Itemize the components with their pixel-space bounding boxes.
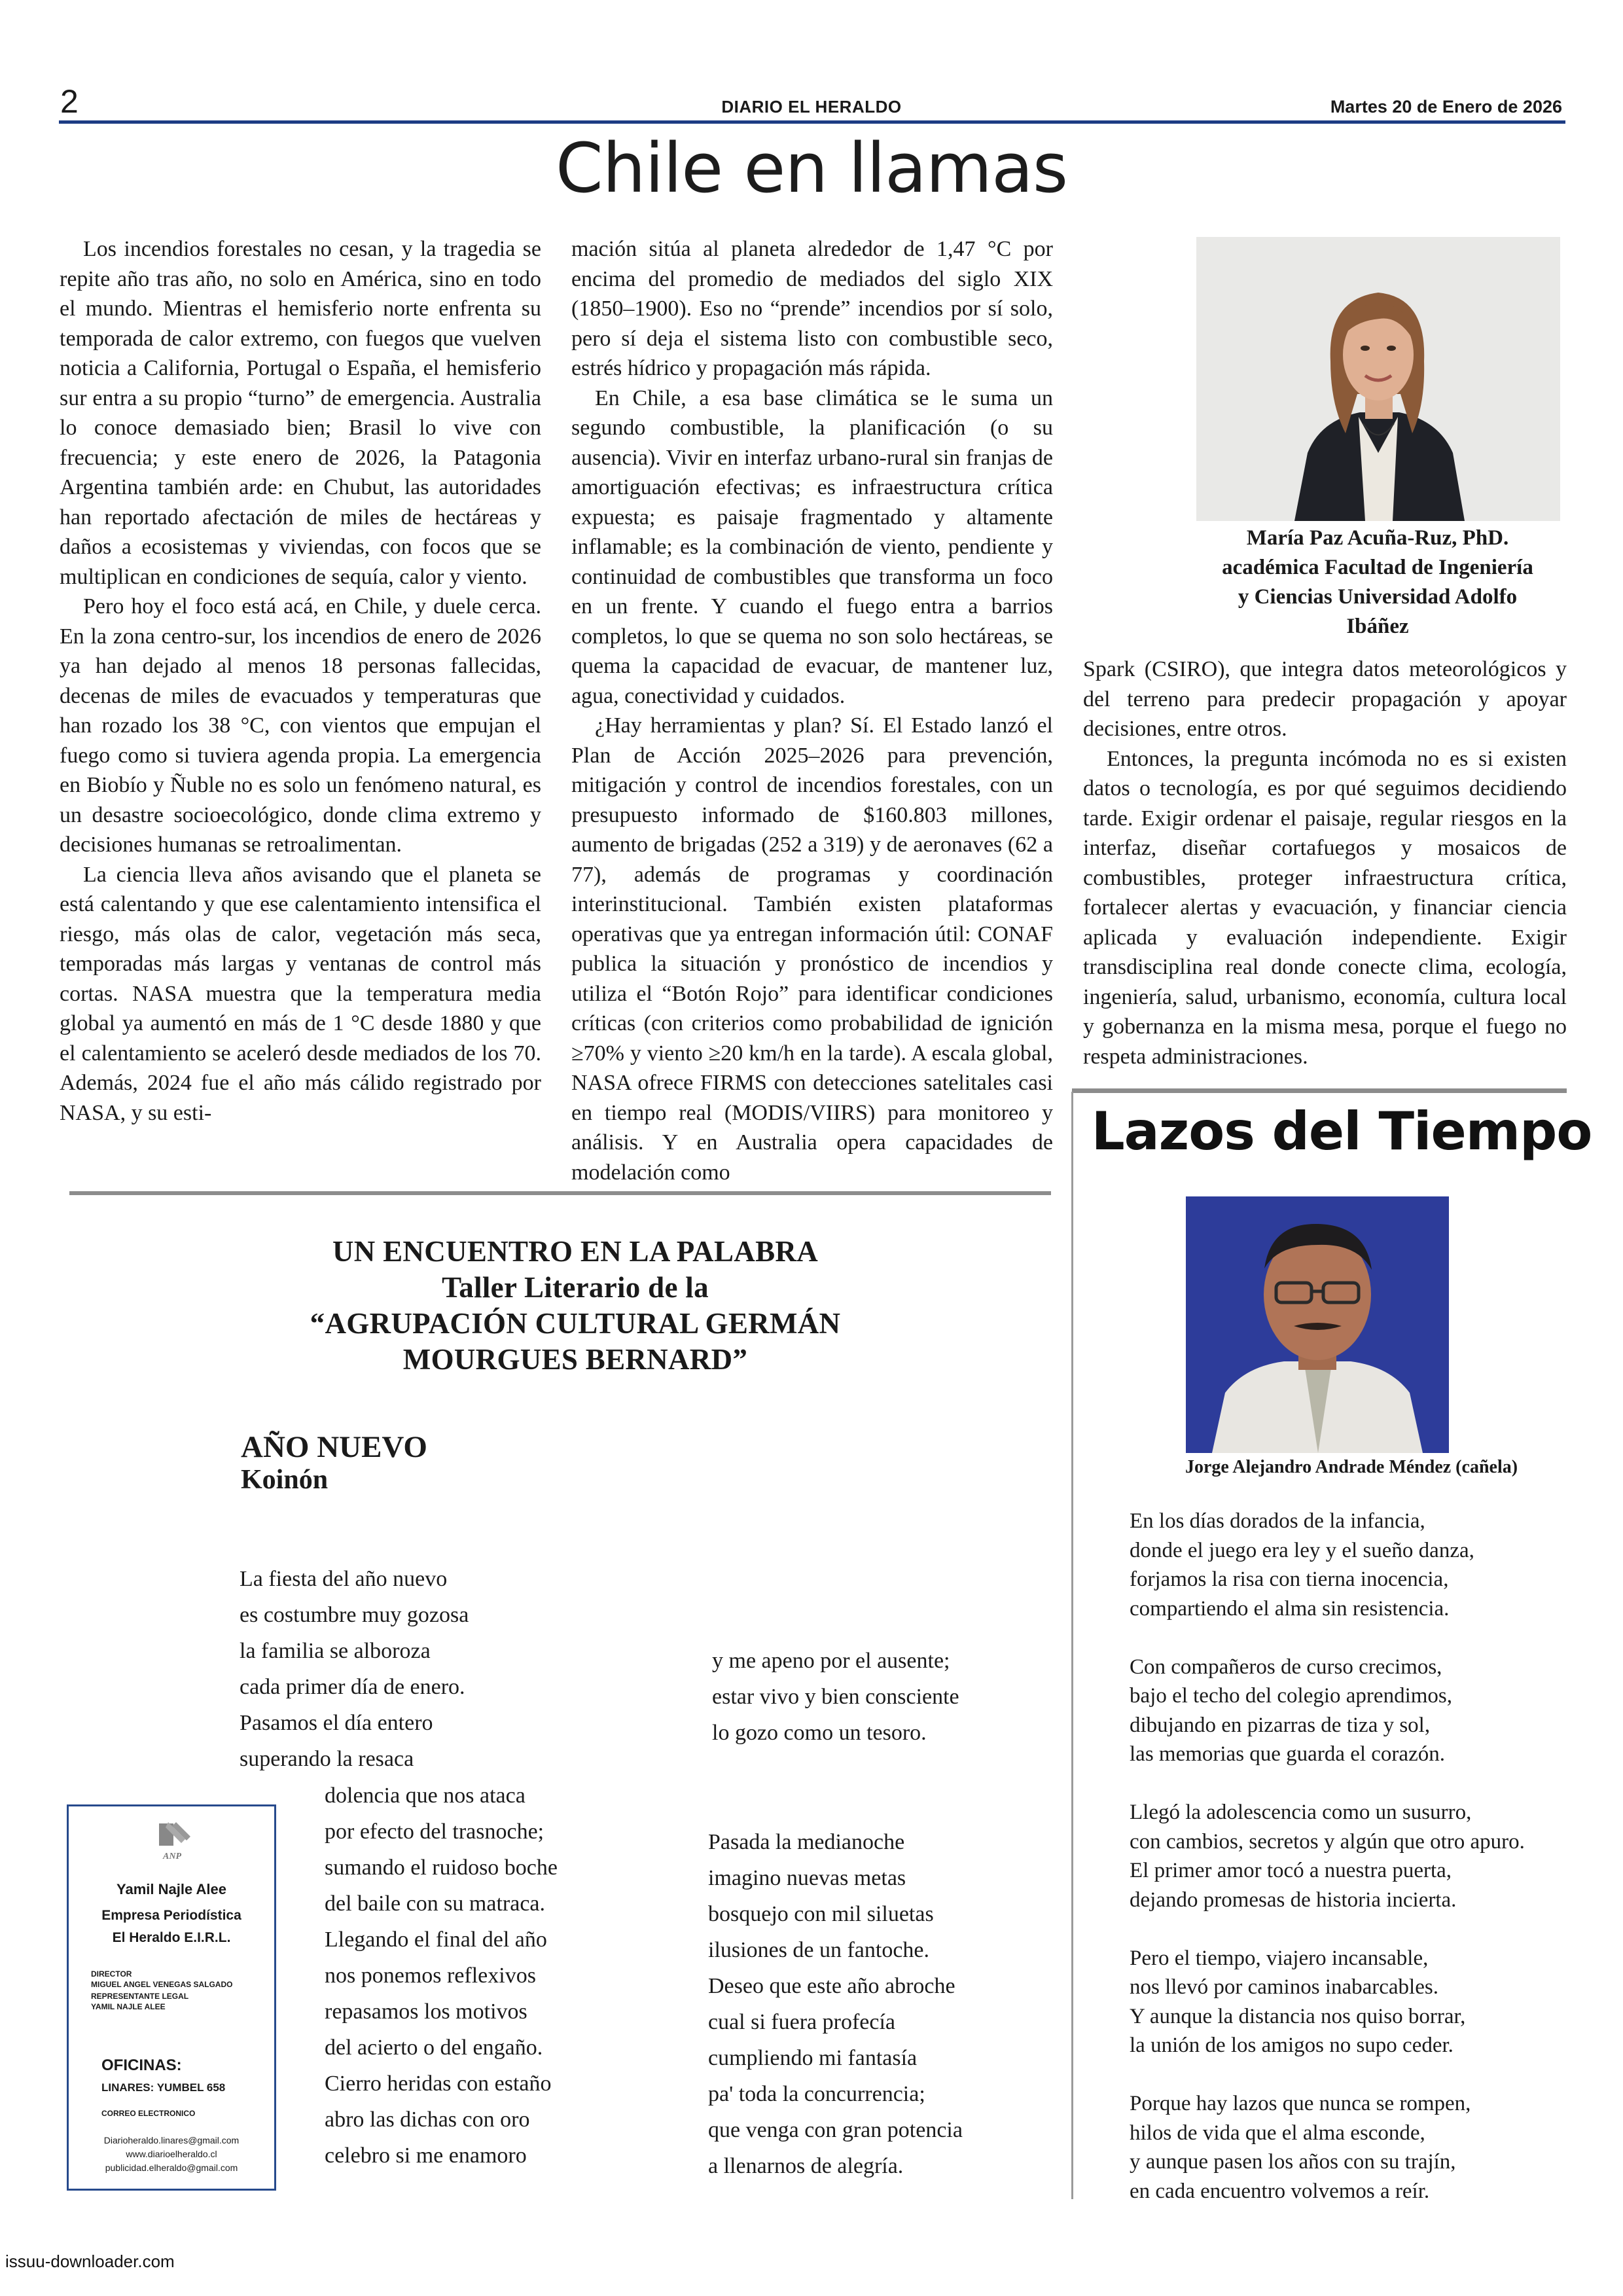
poem-title: AÑO NUEVO <box>241 1430 427 1464</box>
poem-line: la unión de los amigos no supo ceder. <box>1130 2034 1454 2057</box>
poem-line: del acierto o del engaño. <box>325 2036 543 2060</box>
poem-line: imagino nuevas metas <box>708 1866 906 1890</box>
contact-email[interactable]: publicidad.elheraldo@gmail.com <box>105 2162 238 2173</box>
header-rule <box>59 120 1565 124</box>
article-title: Chile en llamas <box>555 128 1068 208</box>
poem-stanza <box>1130 1507 1575 1623</box>
poem-verse-block <box>240 1561 469 1777</box>
legal-rep-name: YAMIL NAJLE ALEE <box>91 2002 166 2011</box>
poem-line: y aunque pasen los años con su trajín, <box>1130 2150 1456 2174</box>
publisher-company <box>69 1905 274 1949</box>
poem-line: y me apeno por el ausente; <box>712 1649 950 1673</box>
workshop-heading-line: Taller Literario de la <box>442 1271 709 1304</box>
article-paragraph: Los incendios forestales no cesan, y la tragedia se repite año tras año, no solo en América, sino en todo el mundo. Mientras el hemisferio norte enfrenta su temporada de calor extremo, con fuegos que vuelven noticia a California, Portugal o España, el hemisferio sur entra a su propio “turno” de emergencia. Australia lo conoce demasiado bien; Brasil lo vive con frecuencia; y este enero de 2026, la Patagonia Argentina también arde: en Chubut, las autoridades han reportado afectación de miles de hectáreas y daños a ecosistemas y viviendas, con focos que se multiplican en condiciones de sequía, calor y viento. <box>60 237 541 589</box>
poem-line: bajo el techo del colegio aprendimos, <box>1130 1684 1453 1708</box>
poem-line: es costumbre muy gozosa <box>240 1603 469 1627</box>
article-paragraph: Entonces, la pregunta incómoda no es si existen datos o tecnología, es por qué seguimos decidiendo tarde. Exigir ordenar el paisaje, regular riesgos en la interfaz, diseñar cortafuegos y mosaicos de combustibles, proteger infraestructura crítica, fortalecer alertas y evacuación, y financiar ciencia aplicada y evaluación independiente. Exigir transdisciplina real donde conecte clima, ecología, ingeniería, salud, urbanismo, economía, cultura local y gobernanza en la misma mesa, porque el fuego no respeta administraciones. <box>1083 746 1567 1069</box>
company-line: Empresa Periodística <box>101 1908 241 1923</box>
poem-stanza <box>1130 1653 1575 1769</box>
poem-line: hilos de vida que el alma esconde, <box>1130 2121 1425 2145</box>
poet-photo <box>1186 1196 1449 1453</box>
legal-rep-label: REPRESENTANTE LEGAL <box>91 1992 189 2001</box>
offices-label: OFICINAS: <box>101 2056 182 2074</box>
poem-line: Deseo que este año abroche <box>708 1974 955 1998</box>
poem-line: Pasamos el día entero <box>240 1711 433 1735</box>
poem-lazos-del-tiempo <box>1130 1507 1575 2235</box>
workshop-heading-line: “AGRUPACIÓN CULTURAL GERMÁN <box>310 1307 841 1340</box>
poem-line: celebro si me enamoro <box>325 2144 527 2168</box>
article-paragraph: La ciencia lleva años avisando que el planeta se está calentando y que ese calentamiento intensifica el riesgo, más olas de calor, vegetación más seca, temporadas más largas y ventanas de control más cortas. NASA muestra que la temperatura media global ya aumentó en más de 1 °C desde 1880 y que el calentamiento se aceleró desde mediados de los 70. Además, 2024 fue el año más cálido registrado por NASA, y su esti- <box>60 862 541 1125</box>
section-divider <box>1072 1088 1567 1093</box>
poem-line: la familia se alboroza <box>240 1639 431 1663</box>
office-address: LINARES: YUMBEL 658 <box>101 2081 226 2094</box>
article-paragraph: Pero hoy el foco está acá, en Chile, y duele cerca. En la zona centro-sur, los incendios de enero de 2026 ya han dejado al menos 18 personas fallecidas, decenas de miles de evacuados y temperaturas que han rozado los 38 °C, con vientos que empujan el fuego como si tuviera agenda propia. La emergencia en Biobío y Ñuble no es solo un fenómeno natural, es un desastre socioecológico, donde clima extremo y decisiones humanas se retroalimentan. <box>60 594 541 857</box>
poem-line: Llegó la adolescencia como un susurro, <box>1130 1801 1472 1824</box>
poem-line: repasamos los motivos <box>325 2000 527 2024</box>
poem-line: pa' toda la concurrencia; <box>708 2082 925 2106</box>
poet-caption: Jorge Alejandro Andrade Méndez (cañela) <box>1185 1457 1518 1477</box>
article-paragraph: Spark (CSIRO), que integra datos meteorológicos y del terreno para predecir propagación y apoyar decisiones, entre otros. <box>1083 657 1567 741</box>
author-name: María Paz Acuña-Ruz, PhD. <box>1246 526 1509 550</box>
lazos-section-title: Lazos del Tiempo <box>1091 1101 1592 1162</box>
contact-email[interactable]: Diarioheraldo.linares@gmail.com <box>103 2135 240 2145</box>
workshop-heading-line: MOURGUES BERNARD” <box>402 1343 748 1376</box>
article-column-2 <box>571 234 1053 1187</box>
author-caption <box>1171 524 1584 641</box>
poem-line: La fiesta del año nuevo <box>240 1567 448 1591</box>
poem-line: Y aunque la distancia nos quiso borrar, <box>1130 2004 1466 2028</box>
poem-line: en cada encuentro volvemos a reír. <box>1130 2179 1430 2203</box>
poem-line: nos ponemos reflexivos <box>325 1964 536 1988</box>
publisher-owner: Yamil Najle Alee <box>116 1881 226 1897</box>
watermark: issuu-downloader.com <box>5 2251 175 2271</box>
poem-line: Pasada la medianoche <box>708 1830 905 1854</box>
contact-website[interactable]: www.diarioelheraldo.cl <box>126 2149 217 2159</box>
poem-stanza <box>1130 1798 1575 1914</box>
contact-list <box>69 2134 274 2175</box>
poem-line: dejando promesas de historia incierta. <box>1130 1888 1457 1912</box>
poem-line: abro las dichas con oro <box>325 2108 530 2132</box>
section-divider <box>69 1191 1051 1195</box>
poem-line: por efecto del trasnoche; <box>325 1820 544 1844</box>
poem-line: Cierro heridas con estaño <box>325 2072 552 2096</box>
column-divider <box>1071 1092 1073 2199</box>
poem-verse-block <box>712 1643 959 1751</box>
poem-author: Koinón <box>241 1465 329 1495</box>
workshop-heading <box>223 1234 928 1378</box>
poem-line: cada primer día de enero. <box>240 1675 465 1699</box>
poem-line: cumpliendo mi fantasía <box>708 2046 918 2070</box>
author-title-line: y Ciencias Universidad Adolfo <box>1238 585 1518 609</box>
poem-line: Con compañeros de curso crecimos, <box>1130 1655 1442 1679</box>
poem-verse-block <box>325 1778 558 2174</box>
poem-line: lo gozo como un tesoro. <box>712 1721 927 1745</box>
workshop-heading-line: UN ENCUENTRO EN LA PALABRA <box>332 1235 819 1268</box>
poem-line: superando la resaca <box>240 1747 414 1771</box>
poem-line: Pero el tiempo, viajero incansable, <box>1130 1946 1429 1970</box>
article-paragraph: En Chile, a esa base climática se le suma un segundo combustible, la planificación (o su ausencia). Vivir en interfaz urbano-rural sin franjas de amortiguación efectivas; es infraestructura crítica expuesta; es paisaje fragmentado y altamente inflamable; es la combinación de viento, pendiente y continuidad de combustibles que transforma un foco en un frente. Y cuando el fuego entra a barrios completos, lo que se quema no son solo hectáreas, se quema la capacidad de evacuar, de mantener luz, agua, conectividad y cuidados. <box>571 386 1053 708</box>
article-column-1 <box>60 234 541 1128</box>
anp-logo-icon <box>139 1820 205 1861</box>
issue-date: Martes 20 de Enero de 2026 <box>1330 97 1562 117</box>
poem-line: bosquejo con mil siluetas <box>708 1902 934 1926</box>
poem-line: nos llevó por caminos inabarcables. <box>1130 1975 1438 1999</box>
article-paragraph: ¿Hay herramientas y plan? Sí. El Estado lanzó el Plan de Acción 2025–2026 para prevención, mitigación y control de incendios forestales, con un presupuesto informado de $160.803 millones, aumento de brigadas (252 a 319) y de aeronaves (62 a 77), además de programas y coordinación interinstitucional. También existen plataformas operativas que ya entregan información útil: CONAF publica la situación y pronóstico de incendios y utiliza el “Botón Rojo” para identificar condiciones críticas (con criterios como probabilidad de ignición ≥70% y viento ≥20 km/h en la tarde). A escala global, NASA ofrece FIRMS con detecciones satelitales casi en tiempo real (MODIS/VIIRS) para monitoreo y análisis. Y en Australia opera capacidades de modelación como <box>571 713 1053 1185</box>
director-name: MIGUEL ANGEL VENEGAS SALGADO <box>91 1980 233 1989</box>
newspaper-name: DIARIO EL HERALDO <box>721 97 902 117</box>
email-label: CORREO ELECTRONICO <box>101 2109 196 2118</box>
poem-line: ilusiones de un fantoche. <box>708 1938 930 1962</box>
poem-line: Porque hay lazos que nunca se rompen, <box>1130 2092 1471 2115</box>
poem-line: dolencia que nos ataca <box>325 1784 526 1808</box>
poem-line: donde el juego era ley y el sueño danza, <box>1130 1538 1474 1562</box>
poem-line: dibujando en pizarras de tiza y sol, <box>1130 1713 1431 1737</box>
poem-line: El primer amor tocó a nuestra puerta, <box>1130 1859 1452 1882</box>
poem-stanza <box>1130 1944 1575 2060</box>
poem-line: cual si fuera profecía <box>708 2010 895 2034</box>
poem-line: compartiendo el alma sin resistencia. <box>1130 1596 1450 1621</box>
director-label: DIRECTOR <box>91 1969 132 1979</box>
author-title-line: Ibáñez <box>1346 615 1409 638</box>
publisher-info-box <box>67 1804 276 2191</box>
poem-line: del baile con su matraca. <box>325 1892 546 1916</box>
author-title-line: académica Facultad de Ingeniería <box>1222 556 1533 579</box>
poem-stanza <box>1130 2089 1575 2206</box>
article-paragraph: mación sitúa al planeta alrededor de 1,47 °C por encima del promedio de mediados del siglo XIX (1850–1900). Eso no “prende” incendios por sí solo, pero sí deja el sistema listo con combustible seco, estrés hídrico y propagación más rápida. <box>571 237 1053 380</box>
poem-line: con cambios, secretos y algún que otro apuro. <box>1130 1829 1525 1854</box>
poem-line: a llenarnos de alegría. <box>708 2154 904 2178</box>
article-column-3 <box>1083 655 1567 1071</box>
poem-line: estar vivo y bien consciente <box>712 1685 959 1709</box>
poem-line: forjamos la risa con tierna inocencia, <box>1130 1568 1449 1591</box>
poem-line: que venga con gran potencia <box>708 2118 963 2142</box>
company-line: El Heraldo E.I.R.L. <box>112 1930 231 1945</box>
page-number: 2 <box>60 83 79 120</box>
poem-verse-block <box>708 1824 963 2184</box>
author-photo <box>1196 237 1560 521</box>
poem-line: Llegando el final del año <box>325 1928 547 1952</box>
poem-line: sumando el ruidoso boche <box>325 1856 558 1880</box>
poem-line: las memorias que guarda el corazón. <box>1130 1742 1445 1766</box>
poem-line: En los días dorados de la infancia, <box>1130 1509 1425 1533</box>
svg-text:ANP: ANP <box>163 1852 181 1861</box>
